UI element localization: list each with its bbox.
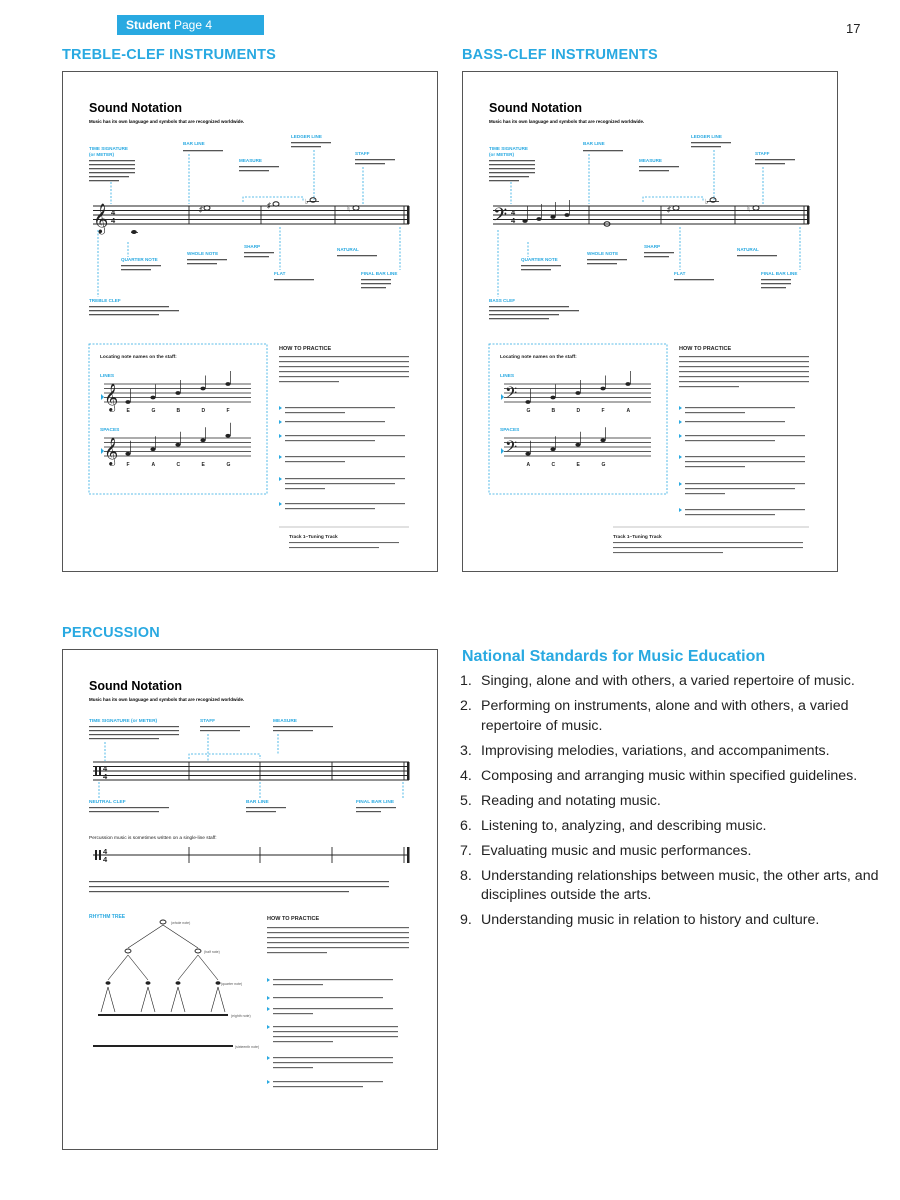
treble-how-to: HOW TO PRACTICE — [279, 346, 332, 352]
percussion-heading: PERCUSSION — [62, 625, 160, 641]
treble-whole-label: WHOLE NOTE — [187, 251, 219, 256]
treble-time-sig-label2: (or METER) — [89, 152, 115, 157]
bass-heading: BASS-CLEF INSTRUMENTS — [462, 47, 658, 63]
note-head — [625, 382, 630, 386]
bass-bar-line-label: BAR LINE — [583, 141, 605, 146]
note-head — [225, 382, 230, 386]
note-head — [600, 438, 605, 442]
svg-text:♯: ♯ — [667, 205, 671, 214]
treble-ledger-label: LEDGER LINE — [291, 134, 322, 139]
svg-text:♮: ♮ — [747, 205, 750, 214]
note-stem — [130, 441, 131, 454]
note-head — [525, 400, 530, 404]
note-stem — [605, 376, 606, 389]
note-stem — [555, 385, 556, 398]
bass-flat-label: FLAT — [674, 271, 686, 276]
treble-clef-label: TREBLE CLEF — [89, 298, 121, 303]
standard-text: Improvising melodies, variations, and accompaniments. — [481, 742, 830, 759]
standard-text: Reading and notating music. — [481, 792, 661, 809]
svg-text:(whole note): (whole note) — [171, 921, 191, 925]
svg-text:(eighth note): (eighth note) — [231, 1014, 251, 1018]
treble-measure-label: MEASURE — [239, 158, 262, 163]
note-head — [550, 447, 555, 451]
standard-item — [460, 742, 880, 762]
perc-single-line: Percussion music is sometimes written on a single-line staff: — [89, 836, 217, 841]
note-stem — [205, 427, 206, 440]
bass-final-label: FINAL BAR LINE — [761, 271, 798, 276]
note-stem — [230, 423, 231, 436]
note-name: G — [226, 462, 231, 468]
svg-text:(sixteenth note): (sixteenth note) — [235, 1045, 260, 1049]
standard-item — [460, 767, 880, 787]
perc-time-bottom: 4 — [103, 772, 108, 781]
note-head — [575, 391, 580, 395]
perc-neutral-label: NEUTRAL CLEF — [89, 800, 126, 805]
bass-measure-label: MEASURE — [639, 158, 662, 163]
treble-heading: TREBLE-CLEF INSTRUMENTS — [62, 47, 277, 63]
note-name: B — [551, 408, 556, 414]
bass-panel — [462, 71, 838, 572]
note-name: E — [126, 408, 130, 414]
treble-title: Sound Notation — [89, 101, 183, 115]
note-name: G — [151, 408, 156, 414]
note-head — [175, 443, 180, 447]
standard-number: 8. — [460, 867, 472, 884]
note-name: G — [526, 408, 531, 414]
bass-subtitle: Music has its own language and symbols that are recognized worldwide. — [489, 119, 645, 124]
svg-text:♭: ♭ — [705, 199, 709, 206]
treble-bar-line-label: BAR LINE — [183, 141, 205, 146]
note-stem — [530, 389, 531, 402]
note-head — [125, 400, 130, 404]
standard-number: 1. — [460, 673, 472, 689]
bass-spaces-clef-icon: 𝄢 — [505, 438, 518, 460]
treble-natural-label: NATURAL — [337, 247, 359, 252]
note-stem — [605, 427, 606, 440]
note-stem — [580, 380, 581, 393]
note-name: F — [126, 462, 130, 468]
note-name: E — [576, 462, 580, 468]
standard-text: Understanding relationships between music, the other arts, and disciplines outside the arts. — [481, 867, 879, 903]
perc-title: Sound Notation — [89, 679, 183, 693]
note-name: G — [601, 462, 606, 468]
note-stem — [180, 432, 181, 445]
standard-number: 5. — [460, 792, 472, 809]
bass-track: Track 1–Tuning Track — [613, 535, 662, 540]
treble-flat-label: FLAT — [274, 271, 286, 276]
bass-title: Sound Notation — [489, 101, 583, 115]
note-head — [600, 387, 605, 391]
note-head — [550, 396, 555, 400]
perc-time-top: 4 — [103, 764, 108, 773]
standard-item — [460, 672, 880, 692]
note-stem — [630, 371, 631, 384]
standard-text: Evaluating music and music performances. — [481, 842, 752, 859]
perc-staff-label: STAFF — [200, 719, 216, 724]
note-name: A — [526, 462, 531, 468]
note-stem — [230, 371, 231, 384]
note-stem — [130, 389, 131, 402]
note-name: D — [201, 408, 206, 414]
note-stem — [530, 441, 531, 454]
time-sig-bottom: 4 — [111, 216, 116, 225]
note-head — [225, 434, 230, 438]
perc-subtitle: Music has its own language and symbols that are recognized worldwide. — [89, 697, 245, 702]
standard-item — [460, 792, 880, 812]
note-stem — [555, 436, 556, 449]
percussion-panel — [62, 649, 438, 1150]
perc-how-to: HOW TO PRACTICE — [267, 916, 320, 922]
perc-final-label: FINAL BAR LINE — [356, 800, 395, 805]
standard-text: Singing, alone and with others, a varied repertoire of music. — [481, 673, 855, 689]
bass-locating: Locating note names on the staff: — [500, 355, 577, 360]
standard-item — [460, 911, 880, 931]
bass-lines-clef-icon: 𝄢 — [505, 384, 518, 406]
student-page-tab — [117, 15, 264, 35]
bass-clef-icon: 𝄢 — [493, 205, 508, 230]
bass-whole-label: WHOLE NOTE — [587, 251, 619, 256]
spaces-clef-icon: 𝄞 — [104, 437, 119, 465]
note-head — [125, 452, 130, 456]
perc-single-time-top: 4 — [103, 847, 108, 856]
note-name: C — [176, 462, 181, 468]
standard-item — [460, 842, 880, 862]
standard-item — [460, 817, 880, 837]
svg-text:♯: ♯ — [199, 205, 203, 214]
svg-text:(half note): (half note) — [204, 950, 220, 954]
svg-text:♮: ♮ — [347, 205, 350, 214]
bass-how-to: HOW TO PRACTICE — [679, 346, 732, 352]
note-head — [575, 443, 580, 447]
note-head — [150, 396, 155, 400]
note-stem — [205, 376, 206, 389]
note-name: D — [576, 408, 581, 414]
note-name: E — [201, 462, 205, 468]
note-head — [150, 447, 155, 451]
standard-text: Listening to, analyzing, and describing music. — [481, 817, 767, 834]
treble-sharp-label: SHARP — [244, 244, 261, 249]
bass-time-sig-label: TIME SIGNATURE — [489, 146, 528, 151]
bass-time-sig-top: 4 — [511, 208, 516, 217]
standard-number: 4. — [460, 767, 472, 784]
svg-text:(quarter note): (quarter note) — [221, 982, 243, 986]
standard-text: Understanding music in relation to history and culture. — [481, 912, 820, 928]
tab-label: Page 4 — [170, 18, 213, 32]
treble-panel — [62, 71, 438, 572]
bass-time-sig-bottom: 4 — [511, 216, 516, 225]
note-stem — [180, 380, 181, 393]
standards-title: National Standards for Music Education — [462, 648, 766, 665]
note-head — [200, 438, 205, 442]
standard-text: Performing on instruments, alone and with others, a varied repertoire of music. — [481, 698, 849, 734]
standard-item — [460, 697, 880, 736]
note-name: B — [176, 408, 181, 414]
lines-clef-icon: 𝄞 — [104, 383, 119, 411]
bass-natural-label: NATURAL — [737, 247, 759, 252]
tab-bold-label: Student — [126, 18, 171, 32]
bass-staff-label: STAFF — [755, 151, 770, 156]
note-name: C — [551, 462, 556, 468]
note-name: F — [601, 408, 605, 414]
time-sig-top: 4 — [111, 208, 116, 217]
standard-text: Composing and arranging music within specified guidelines. — [481, 767, 858, 784]
treble-quarter-label: QUARTER NOTE — [121, 257, 158, 262]
standards-list — [460, 672, 880, 936]
bass-time-sig-label2: (or METER) — [489, 152, 515, 157]
bass-spaces-label: SPACES — [500, 428, 520, 433]
note-name: F — [226, 408, 230, 414]
rhythm-tree-label: RHYTHM TREE — [89, 914, 126, 920]
treble-clef-icon: 𝄞 — [93, 204, 109, 234]
svg-text:♯: ♯ — [267, 201, 271, 210]
note-head — [200, 387, 205, 391]
standard-number: 7. — [460, 842, 472, 859]
standard-number: 6. — [460, 817, 472, 834]
bass-lines-label: LINES — [500, 374, 515, 379]
note-head — [525, 452, 530, 456]
perc-time-sig-label: TIME SIGNATURE (or METER) — [89, 719, 158, 724]
treble-track: Track 1–Tuning Track — [289, 535, 338, 540]
page-number: 17 — [846, 21, 861, 36]
note-name: A — [151, 462, 156, 468]
bass-clef-label: BASS CLEF — [489, 298, 516, 303]
treble-final-label: FINAL BAR LINE — [361, 271, 398, 276]
note-stem — [155, 436, 156, 449]
standard-number: 3. — [460, 742, 472, 759]
note-stem — [580, 432, 581, 445]
perc-bar-line-label: BAR LINE — [246, 800, 269, 805]
perc-measure-label: MEASURE — [273, 719, 297, 724]
treble-locating: Locating note names on the staff: — [100, 355, 177, 360]
note-head — [175, 391, 180, 395]
treble-subtitle: Music has its own language and symbols that are recognized worldwide. — [89, 119, 245, 124]
standard-number: 9. — [460, 912, 472, 928]
bass-ledger-label: LEDGER LINE — [691, 134, 722, 139]
standard-number: 2. — [460, 698, 472, 714]
svg-text:♭: ♭ — [305, 199, 309, 206]
standard-item — [460, 867, 880, 906]
treble-spaces-label: SPACES — [100, 428, 120, 433]
perc-single-time-bottom: 4 — [103, 855, 108, 864]
treble-time-sig-label: TIME SIGNATURE — [89, 146, 128, 151]
note-name: A — [626, 408, 631, 414]
treble-staff-label: STAFF — [355, 151, 370, 156]
bass-sharp-label: SHARP — [644, 244, 661, 249]
treble-lines-label: LINES — [100, 374, 115, 379]
bass-quarter-label: QUARTER NOTE — [521, 257, 558, 262]
note-stem — [155, 385, 156, 398]
